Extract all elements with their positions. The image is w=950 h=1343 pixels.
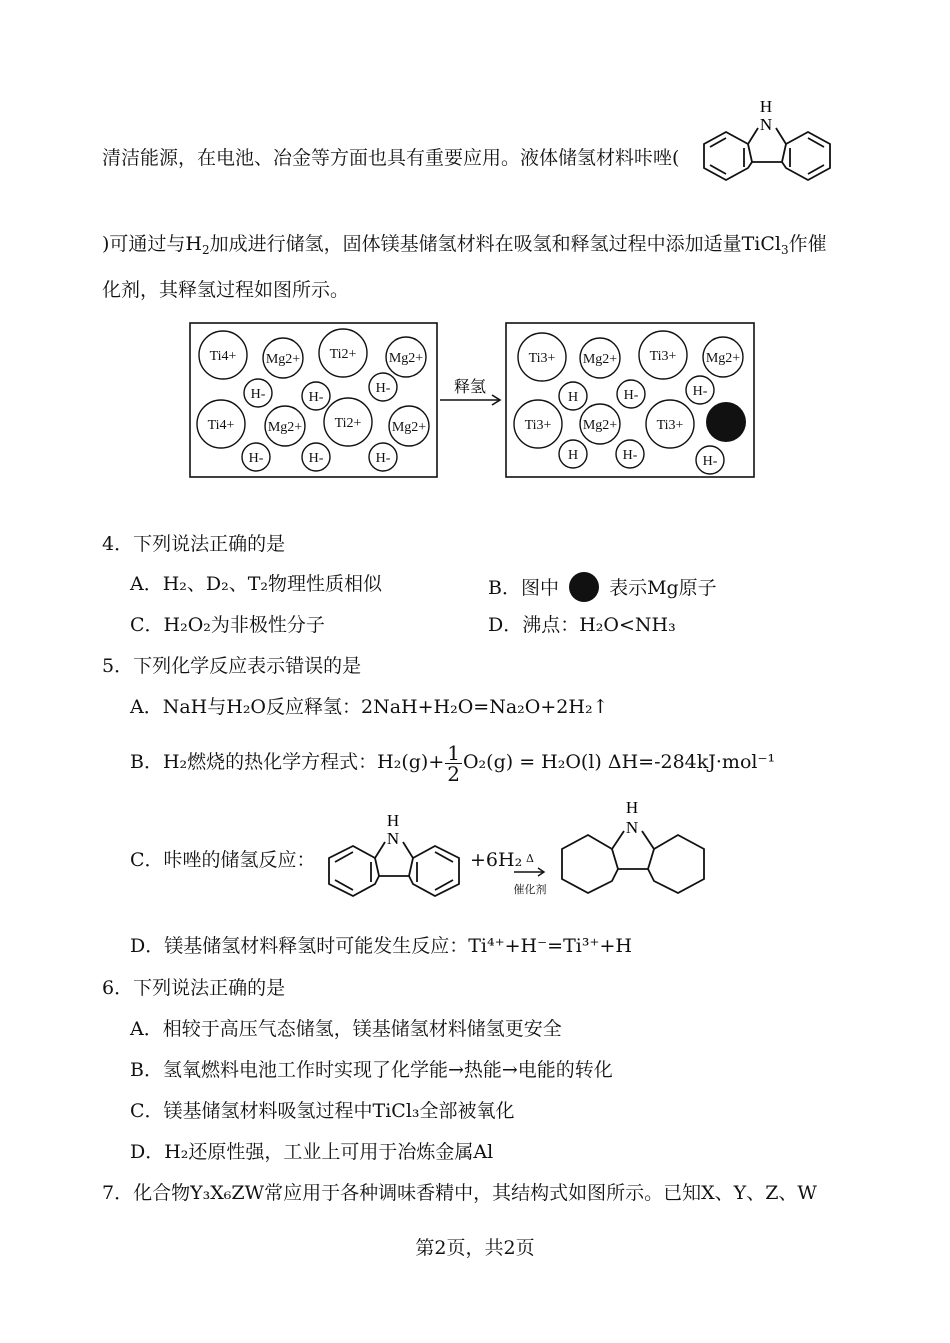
q5-option-c-label: C．咔唑的储氢反应： — [130, 849, 316, 871]
ion-label: H- — [623, 388, 639, 403]
q7-stem: 7．化合物Y₃X₆ZW常应用于各种调味香精中，其结构式如图所示。已知X、Y、Z、W — [102, 1182, 817, 1204]
q4-option-c: C．H₂O₂为非极性分子 — [130, 614, 325, 636]
q4-stem: 4．下列说法正确的是 — [102, 533, 286, 555]
reaction-arrow — [512, 865, 548, 879]
carbazole-n-label: N — [759, 115, 773, 134]
ion-label: H- — [375, 381, 391, 396]
ion-label: Mg2+ — [705, 351, 741, 366]
ion-label: Ti4+ — [209, 349, 237, 364]
ion-label: H- — [308, 390, 324, 405]
ion-label: Ti3+ — [528, 351, 556, 366]
ion-label: Mg2+ — [582, 352, 618, 367]
svg-text:N: N — [625, 818, 639, 837]
ion-label: Mg2+ — [267, 420, 303, 435]
ion-label: Ti2+ — [334, 416, 362, 431]
hydrogen-release-diagram — [188, 320, 758, 482]
ion-label: H — [567, 390, 579, 405]
ion-label: Ti2+ — [329, 347, 357, 362]
ion-label: Ti4+ — [207, 418, 235, 433]
q4-option-a: A．H₂、D₂、T₂物理性质相似 — [130, 573, 383, 595]
svg-text:H: H — [386, 811, 400, 830]
ion-label: Mg2+ — [265, 352, 301, 367]
intro-line-1: 清洁能源，在电池、冶金等方面也具有重要应用。液体储氢材料咔唑( — [102, 147, 680, 169]
ion-label: Ti3+ — [656, 418, 684, 433]
ion-label: H- — [308, 451, 324, 466]
arrow-label: 释氢 — [453, 379, 487, 396]
q6-option-d: D．H₂还原性强，工业上可用于冶炼金属Al — [130, 1141, 494, 1163]
ion-label: Mg2+ — [582, 418, 618, 433]
q5-c-condition-bottom: 催化剂 — [513, 883, 547, 896]
carbazole-reactant — [315, 808, 475, 908]
carbazole-structure-inline — [690, 92, 850, 192]
q5-option-b: B．H₂燃烧的热化学方程式：H₂(g)+ $\frac{1}{2}$ O₂(g) = H₂O(l) ΔH=-284kJ·mol⁻¹ — [130, 740, 776, 786]
fraction-one-half: $\frac{1}{2}$ — [447, 740, 460, 786]
ion-label: H- — [702, 454, 718, 469]
q6-option-b: B．氢氧燃料电池工作时实现了化学能→热能→电能的转化 — [130, 1059, 613, 1081]
q5-option-d: D．镁基储氢材料释氢时可能发生反应：Ti⁴⁺+H⁻=Ti³⁺+H — [130, 935, 632, 957]
ion-label: Mg2+ — [391, 420, 427, 435]
q5-stem: 5．下列化学反应表示错误的是 — [102, 655, 362, 677]
ion-label: Mg2+ — [388, 351, 424, 366]
ion-label: H- — [248, 451, 264, 466]
q5-c-condition-top: Δ — [526, 852, 534, 865]
intro-line-3: 化剂，其释氢过程如图所示。 — [102, 279, 350, 301]
black-mg-atom — [706, 402, 746, 442]
q6-stem: 6．下列说法正确的是 — [102, 977, 286, 999]
ion-label: H- — [250, 387, 266, 402]
ion-label: H- — [622, 448, 638, 463]
svg-text:N: N — [386, 829, 400, 848]
q4-option-b: B．图中 表示Mg原子 — [488, 572, 717, 602]
intro-line-2: )可通过与$H_2$加成进行储氢，固体镁基储氢材料在吸氢和释氢过程中添加适量TiCl$_3$作催 — [102, 233, 827, 257]
page-footer: 第2页，共2页 — [415, 1237, 535, 1259]
svg-text:H: H — [625, 798, 639, 817]
perhydrocarbazole-product — [550, 795, 725, 900]
q4-option-d: D．沸点：H₂O<NH₃ — [488, 614, 676, 636]
ion-label: H- — [375, 451, 391, 466]
q5-c-plus-h2: +6H₂ — [470, 849, 523, 871]
q6-option-c: C．镁基储氢材料吸氢过程中TiCl₃全部被氧化 — [130, 1100, 515, 1122]
q5-option-a: A．NaH与H₂O反应释氢：2NaH+H₂O=Na₂O+2H₂↑ — [130, 696, 609, 718]
ion-label: Ti3+ — [524, 418, 552, 433]
ion-label: H — [567, 448, 579, 463]
ion-label: H- — [692, 384, 708, 399]
q6-option-a: A．相较于高压气态储氢，镁基储氢材料储氢更安全 — [130, 1018, 562, 1040]
carbazole-h-label: H — [759, 97, 773, 116]
ion-label: Ti3+ — [649, 349, 677, 364]
black-circle-icon — [569, 572, 599, 602]
